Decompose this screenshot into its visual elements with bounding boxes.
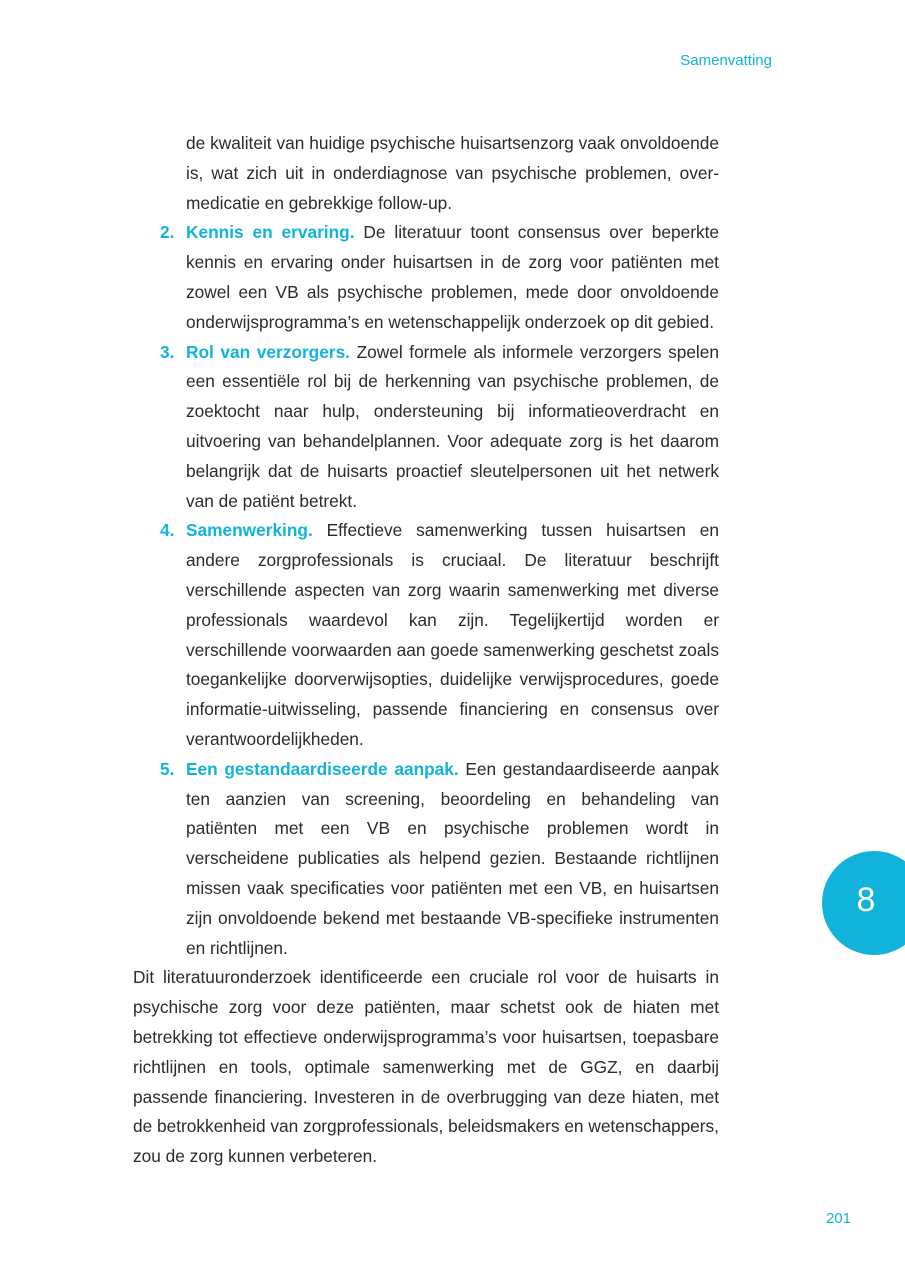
list-item	[133, 218, 719, 337]
list-item-text: Een gestandaardiseerde aanpak ten aanzien van screening, beoordeling en behandeling van patiënten met een VB en psychische problemen wordt in verscheidene publicaties als helpend gezien. Bestaande richtlijnen missen vaak specificaties voor patiënten met een VB, en huisartsen zijn onvoldoende bekend met bestaande VB-specifieke instrumenten en richtlijnen.	[186, 758, 719, 958]
list-item-number: 3.	[160, 341, 175, 362]
closing-paragraph: Dit literatuuronderzoek identificeerde een cruciale rol voor de huisarts in psychische zorg voor deze patiënten, maar schetst ook de hiaten met betrekking tot effectieve onderwijsprogramma’s voor huisartsen, toepasbare richtlijnen en tools, optimale samenwerking met de GGZ, en daarbij passende financiering. Investeren in de overbrugging van deze hiaten, met de betrokkenheid van zorgprofessionals, beleidsmakers en wetenschappers, zou de zorg kunnen verbeteren.	[133, 967, 719, 1167]
list-item-number: 4.	[160, 520, 175, 541]
list-item-text: Zowel formele als informele verzorgers spelen een essentiële rol bij de herkenning van psychische problemen, de zoektocht naar hulp, ondersteuning bij informatieoverdracht en uitvoering van behandelplannen. Voor adequate zorg is het daarom belangrijk dat de huisarts proactief sleutelpersonen uit het netwerk van de patiënt betrekt.	[186, 341, 719, 511]
list-item-number: 2.	[160, 222, 175, 243]
list-item-term: Een gestandaardiseerde aanpak.	[186, 758, 459, 779]
page-number: 201	[825, 1210, 851, 1227]
list-item	[133, 516, 719, 754]
body-content	[133, 129, 719, 1172]
list-item	[133, 755, 719, 964]
intro-continuation: de kwaliteit van huidige psychische huisartsenzorg vaak onvoldoende is, wat zich uit in onderdiagnose van psychische problemen, over-medicatie en gebrekkige follow-up.	[186, 133, 719, 213]
list-item-term: Samenwerking.	[186, 520, 313, 541]
chapter-badge	[822, 851, 905, 955]
list-item-text: De literatuur toont consensus over beperkte kennis en ervaring onder huisartsen in de zorg voor patiënten met zowel een VB als psychische problemen, mede door onvoldoende onderwijsprogramma’s en wetenschappelijk onderzoek op dit gebied.	[186, 222, 719, 332]
chapter-number: 8	[856, 881, 876, 919]
list-item	[133, 338, 719, 517]
list-item-text: Effectieve samenwerking tussen huisartsen en andere zorgprofessionals is cruciaal. De literatuur beschrijft verschillende aspecten van zorg waarin samenwerking met diverse professionals waardevol kan zijn. Tegelijkertijd worden er verschillende voorwaarden aan goede samenwerking geschetst zoals toegankelijke doorverwijsopties, duidelijke verwijsprocedures, goede informatie-uitwisseling, passende financiering en consensus over verantwoordelijkheden.	[186, 520, 719, 749]
list-item-number: 5.	[160, 758, 175, 779]
running-header: Samenvatting	[680, 52, 772, 69]
numbered-list	[133, 218, 719, 963]
list-item-term: Rol van verzorgers.	[186, 341, 350, 362]
list-item-term: Kennis en ervaring.	[186, 222, 355, 243]
